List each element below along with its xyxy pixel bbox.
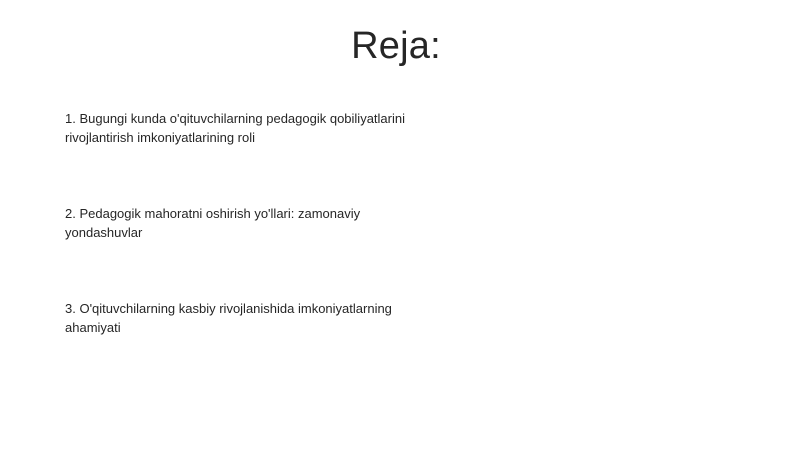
plan-item-2: 2. Pedagogik mahoratni oshirish yo'llari: zamonaviy yondashuvlar [65, 206, 361, 240]
plan-item-3: 3. O'qituvchilarning kasbiy rivojlanishida imkoniyatlarning ahamiyati [65, 301, 392, 335]
slide-title: Reja: [351, 25, 441, 67]
plan-item-1: 1. Bugungi kunda o'qituvchilarning pedagogik qobiliyatlarini rivojlantirish imkoniyatlarining roli [65, 111, 405, 145]
